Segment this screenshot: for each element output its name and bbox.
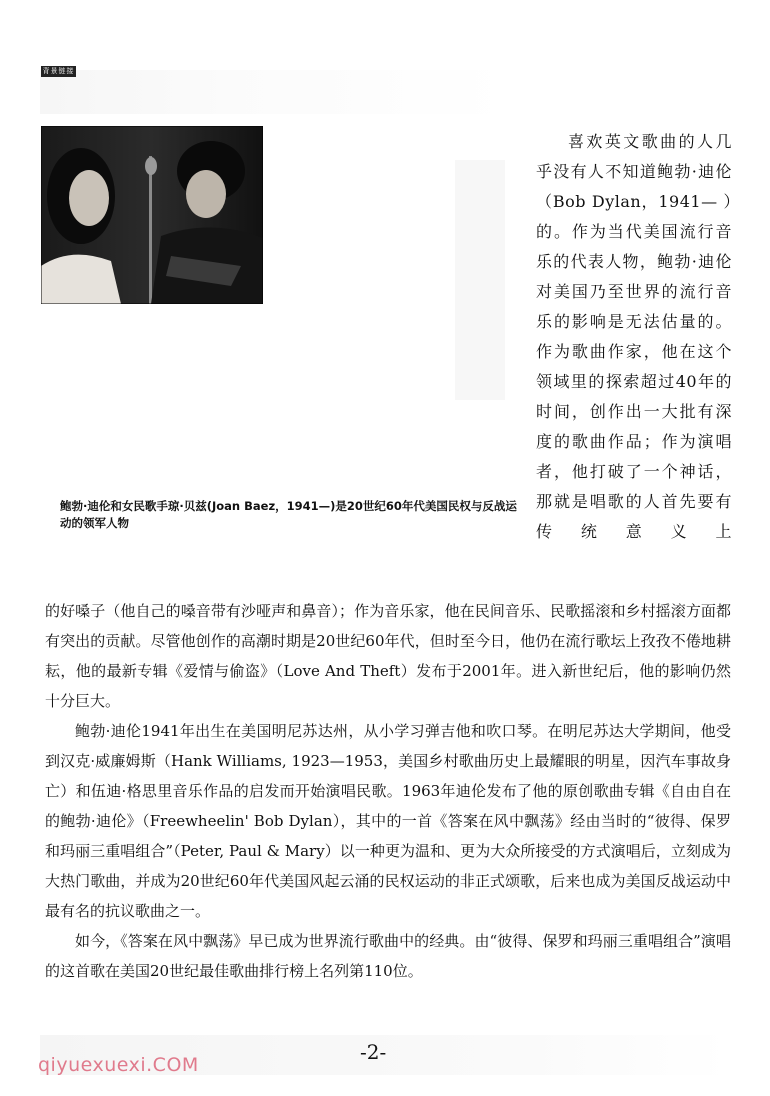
paragraph-2: 鲍勃·迪伦1941年出生在美国明尼苏达州，从小学习弹吉他和吹口琴。在明尼苏达大学期间，他受到汉克·威廉姆斯（Hank Williams, 1923—1953，美国乡村歌曲历史上最耀眼的明星，因汽车事故身亡）和伍迪·格思里音乐作品的启发而开始演唱民歌。1963年迪伦发布了他的原创歌曲专辑《自由自在的鲍勃·迪伦》（Freewheelin' Bob Dylan），其中的一首《答案在风中飘荡》经由当时的“彼得、保罗和玛丽三重唱组合”（Peter, Paul & Mary）以一种更为温和、更为大众所接受的方式演唱后，立刻成为大热门歌曲，并成为20世纪60年代美国风起云涌的民权运动的非正式颂歌，后来也成为美国反战运动中最有名的抗议歌曲之一。 [45,722,731,920]
paragraph-3: 如今，《答案在风中飘荡》早已成为世界流行歌曲中的经典。由“彼得、保罗和玛丽三重唱组合”演唱的这首歌在美国20世纪最佳歌曲排行榜上名列第110位。 [45,932,731,980]
photo-caption: 鲍勃·迪伦和女民歌手琼·贝兹(Joan Baez，1941—)是20世纪60年代美国民权与反战运动的领军人物 [60,499,517,530]
section-tag: 背景链接 [42,67,75,75]
page-number: -2- [360,1040,387,1064]
site-watermark: qiyuexuexi.COM [38,1054,199,1076]
paragraph-1-continued: 的好嗓子（他自己的嗓音带有沙哑声和鼻音）；作为音乐家，他在民间音乐、民歌摇滚和乡村摇滚方面都有突出的贡献。尽管他创作的高潮时期是20世纪60年代，但时至今日，他仍在流行歌坛上孜孜不倦地耕耘，他的最新专辑《爱情与偷盗》（Love And Theft）发布于2001年。进入新世纪后，他的影响仍然十分巨大。 [45,602,731,710]
article-body [45,596,731,986]
paragraph-1-start: 喜欢英文歌曲的人几乎没有人不知道鲍勃·迪伦（Bob Dylan，1941— ）的。作为当代美国流行音乐的代表人物，鲍勃·迪伦对美国乃至世界的流行音乐的影响是无法估量的。作为歌曲作家，他在这个领域里的探索超过40年的时间，创作出一大批有深度的歌曲作品；作为演唱者，他打破了一个神话，那就是唱歌的人首先要有传统意义上 [536,132,732,541]
background-texture [40,70,510,114]
photo-image [41,126,263,304]
photo-of-singers [41,126,263,304]
article-right-column [536,127,732,547]
background-texture [455,160,505,400]
